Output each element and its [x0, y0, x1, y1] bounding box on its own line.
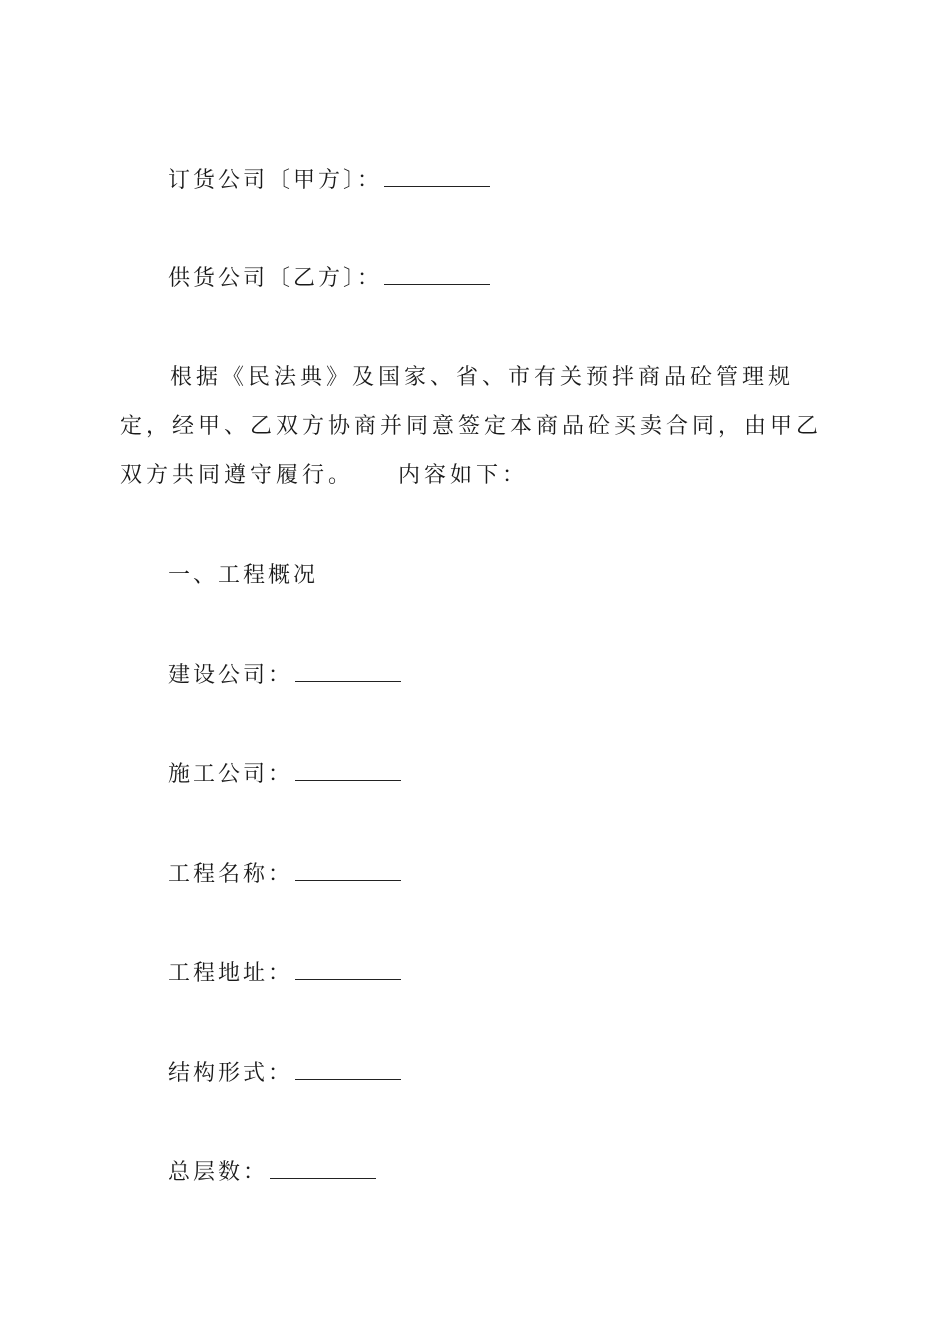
intro-paragraph — [120, 353, 832, 500]
field-label: 总层数： — [168, 1160, 269, 1185]
party-a-label: 订货公司〔甲方〕： — [168, 168, 383, 193]
party-b-label: 供货公司〔乙方〕： — [168, 266, 383, 291]
field-blank[interactable] — [295, 1059, 401, 1080]
field-project-address — [168, 959, 401, 988]
field-blank[interactable] — [295, 661, 401, 682]
intro-text: 根据《民法典》及国家、省、市有关预拌商品砼管理规定，经甲、乙双方协商并同意签定本商品砼买卖合同，由甲乙双方共同遵守履行。 — [120, 365, 823, 488]
party-b-field — [168, 264, 490, 293]
field-label: 建设公司： — [168, 663, 294, 688]
field-label: 工程地址： — [168, 961, 294, 986]
field-blank[interactable] — [295, 959, 401, 980]
intro-text-tail: 内容如下： — [398, 463, 529, 488]
party-b-blank[interactable] — [384, 264, 490, 285]
field-structure-type — [168, 1059, 401, 1088]
field-blank[interactable] — [295, 860, 401, 881]
field-label: 结构形式： — [168, 1061, 294, 1086]
field-label: 工程名称： — [168, 862, 294, 887]
field-blank[interactable] — [270, 1158, 376, 1179]
field-construction-company — [168, 661, 401, 690]
section-1-heading: 一、工程概况 — [168, 563, 319, 588]
party-a-blank[interactable] — [384, 166, 490, 187]
field-contractor-company — [168, 760, 401, 789]
field-total-floors — [168, 1158, 376, 1187]
field-project-name — [168, 860, 401, 889]
field-label: 施工公司： — [168, 762, 294, 787]
field-blank[interactable] — [295, 760, 401, 781]
party-a-field — [168, 166, 490, 195]
